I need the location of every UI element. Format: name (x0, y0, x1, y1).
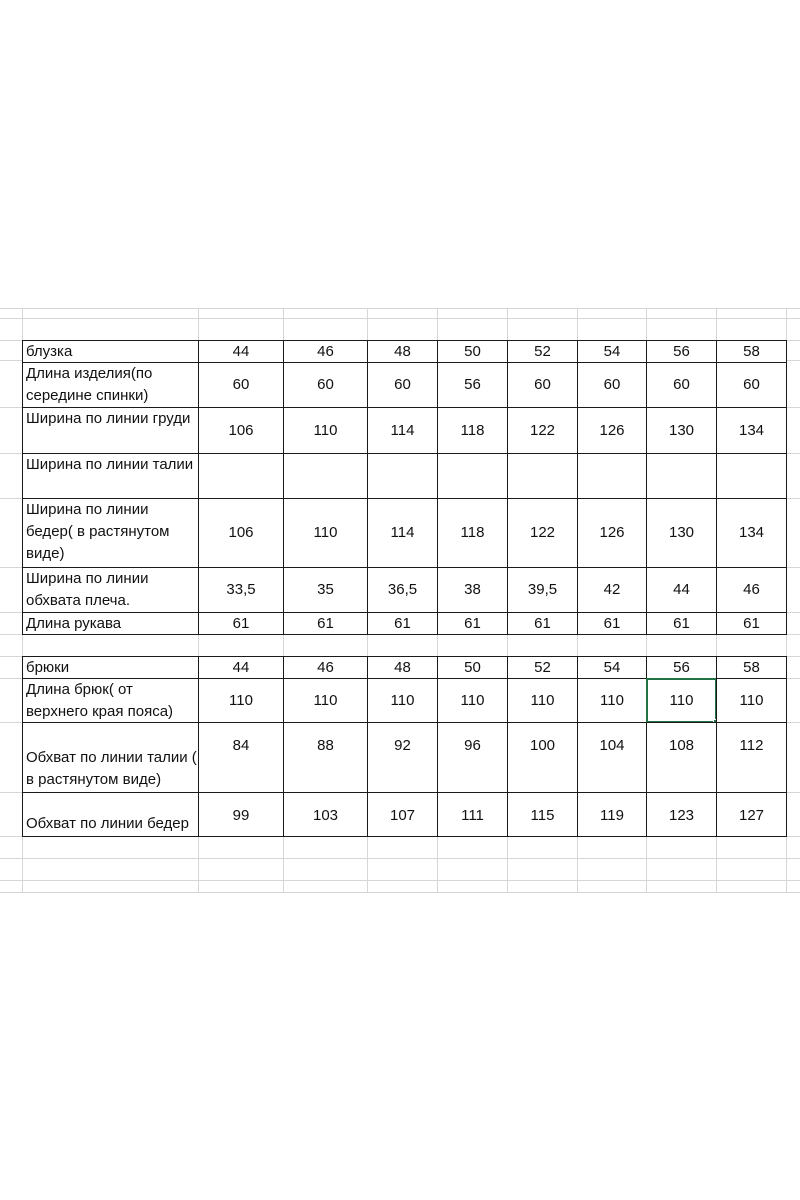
value-cell[interactable] (367, 722, 438, 793)
trousers-title-cell-text: брюки (26, 659, 70, 676)
blouse-title-cell[interactable] (22, 340, 199, 363)
value-cell[interactable] (367, 792, 438, 837)
size-header-cell[interactable] (646, 656, 717, 679)
value-cell[interactable] (577, 722, 647, 793)
value-cell[interactable] (716, 567, 787, 613)
value-cell-text: 84 (232, 737, 250, 754)
row-label-cell-text: Длина изделия(по середине спинки) (26, 365, 153, 404)
value-cell-text: 60 (603, 376, 621, 393)
value-cell[interactable] (437, 567, 508, 613)
value-cell[interactable] (367, 567, 438, 613)
value-cell-text: 130 (668, 421, 695, 439)
value-cell-text: 126 (599, 421, 625, 439)
row-label-cell-text: Ширина по линии обхвата плеча. (26, 570, 149, 609)
value-cell[interactable] (283, 792, 368, 837)
value-cell[interactable] (577, 453, 647, 499)
value-cell[interactable] (716, 792, 787, 837)
value-cell-text: 115 (530, 807, 555, 824)
value-cell-text: 61 (464, 614, 481, 632)
size-header-cell[interactable] (716, 656, 787, 679)
value-cell[interactable] (577, 498, 647, 568)
value-cell-text: 39,5 (527, 581, 558, 598)
row-label-cell-text: Обхват по линии талии ( в растянутом виде) (26, 749, 197, 788)
value-cell[interactable] (646, 362, 717, 408)
size-header-cell-text: 54 (603, 342, 621, 360)
value-cell-text: 44 (673, 581, 690, 598)
value-cell[interactable] (716, 362, 787, 408)
value-cell[interactable] (437, 498, 508, 568)
size-header-cell-text: 52 (534, 342, 551, 360)
value-cell[interactable] (437, 722, 508, 793)
row-label-cell[interactable] (22, 362, 199, 408)
value-cell[interactable] (437, 453, 508, 499)
value-cell-text: 36,5 (387, 581, 418, 598)
size-header-cell-text: 58 (743, 342, 760, 360)
size-header-cell[interactable] (507, 656, 578, 679)
blouse-title-cell-text: блузка (26, 343, 73, 360)
value-cell[interactable] (437, 792, 508, 837)
value-cell[interactable] (437, 407, 508, 454)
value-cell[interactable] (283, 678, 368, 723)
size-header-cell-text: 46 (317, 342, 334, 360)
value-cell[interactable] (198, 407, 284, 454)
value-cell[interactable] (283, 612, 368, 635)
value-cell[interactable] (646, 612, 717, 635)
gridline-row (0, 318, 800, 319)
value-cell[interactable] (646, 678, 717, 723)
value-cell-text: 110 (313, 421, 338, 439)
value-cell-text: 108 (668, 737, 695, 754)
value-cell[interactable] (507, 567, 578, 613)
value-cell-text: 134 (738, 421, 765, 439)
size-header-cell[interactable] (283, 340, 368, 363)
value-cell-text: 119 (600, 807, 624, 824)
row-label-cell-text: Длина рукава (26, 614, 122, 632)
value-cell-text: 33,5 (226, 581, 256, 598)
row-label-cell[interactable] (22, 792, 199, 837)
value-cell-text: 122 (529, 524, 556, 541)
value-cell[interactable] (283, 567, 368, 613)
value-cell[interactable] (507, 792, 578, 837)
value-cell[interactable] (198, 567, 284, 613)
value-cell[interactable] (198, 792, 284, 837)
value-cell[interactable] (507, 678, 578, 723)
value-cell[interactable] (646, 498, 717, 568)
size-header-cell[interactable] (577, 656, 647, 679)
row-label-cell[interactable] (22, 498, 199, 568)
value-cell[interactable] (198, 612, 284, 635)
value-cell-text: 42 (603, 581, 621, 598)
value-cell[interactable] (367, 453, 438, 499)
value-cell[interactable] (646, 453, 717, 499)
value-cell-text: 61 (743, 614, 760, 632)
value-cell[interactable] (646, 407, 717, 454)
size-header-cell[interactable] (367, 656, 438, 679)
size-header-cell[interactable] (198, 656, 284, 679)
gridline-row (0, 880, 800, 881)
size-header-cell-text: 50 (464, 658, 481, 676)
size-header-cell-text: 54 (603, 658, 621, 676)
size-header-cell-text: 48 (394, 342, 411, 360)
size-header-cell-text: 58 (743, 658, 760, 676)
value-cell-text: 106 (228, 421, 254, 439)
value-cell[interactable] (716, 612, 787, 635)
value-cell-text: 110 (390, 691, 415, 709)
value-cell-text: 103 (312, 807, 339, 824)
size-header-cell-text: 56 (673, 658, 690, 676)
value-cell[interactable] (437, 362, 508, 408)
value-cell-text: 60 (232, 376, 250, 393)
value-cell-text: 114 (390, 421, 415, 439)
value-cell-text: 38 (464, 581, 481, 598)
value-cell-text: 96 (464, 737, 481, 754)
value-cell-text: 127 (738, 807, 765, 824)
value-cell-text: 60 (394, 376, 411, 393)
value-cell[interactable] (507, 362, 578, 408)
value-cell[interactable] (507, 612, 578, 635)
value-cell[interactable] (507, 453, 578, 499)
gridline-row (0, 308, 800, 309)
value-cell-text: 134 (738, 524, 765, 541)
value-cell-text: 130 (668, 524, 695, 541)
size-header-cell-text: 44 (232, 342, 250, 360)
value-cell[interactable] (646, 792, 717, 837)
value-cell[interactable] (716, 407, 787, 454)
value-cell-text: 110 (229, 691, 253, 709)
value-cell-text: 110 (313, 524, 338, 541)
size-header-cell-text: 48 (394, 658, 411, 676)
value-cell-text: 60 (534, 376, 551, 393)
value-cell-text: 100 (529, 737, 556, 754)
gridline-row (0, 892, 800, 893)
value-cell[interactable] (198, 722, 284, 793)
value-cell-text: 92 (394, 737, 411, 754)
value-cell-text: 112 (739, 737, 764, 754)
value-cell[interactable] (507, 407, 578, 454)
value-cell-text: 110 (669, 691, 694, 709)
row-label-cell-text: Обхват по линии бедер (26, 815, 189, 832)
row-label-cell[interactable] (22, 722, 199, 793)
value-cell[interactable] (283, 722, 368, 793)
value-cell-text: 106 (228, 524, 254, 541)
value-cell[interactable] (507, 498, 578, 568)
size-header-cell[interactable] (646, 340, 717, 363)
value-cell-text: 122 (529, 421, 556, 439)
value-cell-text: 110 (460, 691, 485, 709)
size-header-cell[interactable] (507, 340, 578, 363)
value-cell-text: 114 (390, 524, 415, 541)
value-cell-text: 61 (317, 614, 334, 632)
value-cell[interactable] (283, 362, 368, 408)
value-cell-text: 61 (232, 614, 250, 632)
value-cell-text: 118 (460, 524, 485, 541)
size-header-cell[interactable] (716, 340, 787, 363)
value-cell[interactable] (437, 612, 508, 635)
value-cell-text: 61 (603, 614, 621, 632)
value-cell-text: 61 (534, 614, 551, 632)
value-cell-text: 60 (743, 376, 760, 393)
value-cell[interactable] (716, 453, 787, 499)
value-cell[interactable] (367, 407, 438, 454)
size-header-cell-text: 44 (232, 658, 250, 676)
gridline-row (0, 858, 800, 859)
size-header-cell[interactable] (437, 656, 508, 679)
size-header-cell-text: 52 (534, 658, 551, 676)
value-cell-text: 60 (673, 376, 690, 393)
value-cell-text: 35 (317, 581, 334, 598)
row-label-cell[interactable] (22, 567, 199, 613)
value-cell-text: 46 (743, 581, 760, 598)
value-cell[interactable] (646, 567, 717, 613)
row-label-cell[interactable] (22, 612, 199, 635)
value-cell[interactable] (716, 678, 787, 723)
size-header-cell[interactable] (577, 340, 647, 363)
value-cell[interactable] (367, 498, 438, 568)
value-cell[interactable] (646, 722, 717, 793)
value-cell[interactable] (507, 722, 578, 793)
value-cell[interactable] (283, 407, 368, 454)
value-cell[interactable] (198, 362, 284, 408)
value-cell[interactable] (367, 678, 438, 723)
value-cell[interactable] (577, 362, 647, 408)
row-label-cell-text: Ширина по линии бедер( в растянутом виде) (26, 501, 170, 562)
value-cell-text: 110 (739, 691, 764, 709)
value-cell-text: 110 (600, 691, 624, 709)
row-label-cell-text: Длина брюк( от верхнего края пояса) (26, 681, 174, 720)
size-header-cell-text: 50 (464, 342, 481, 360)
value-cell[interactable] (283, 498, 368, 568)
value-cell[interactable] (367, 612, 438, 635)
value-cell[interactable] (577, 407, 647, 454)
size-header-cell-text: 46 (317, 658, 334, 676)
size-header-cell[interactable] (437, 340, 508, 363)
size-header-cell[interactable] (367, 340, 438, 363)
row-label-cell[interactable] (22, 678, 199, 723)
value-cell-text: 61 (673, 614, 690, 632)
trousers-title-cell[interactable] (22, 656, 199, 679)
value-cell[interactable] (198, 678, 284, 723)
value-cell[interactable] (577, 678, 647, 723)
value-cell[interactable] (437, 678, 508, 723)
value-cell[interactable] (577, 612, 647, 635)
size-header-cell[interactable] (198, 340, 284, 363)
value-cell-text: 126 (599, 524, 625, 541)
value-cell[interactable] (198, 498, 284, 568)
value-cell-text: 107 (389, 807, 416, 824)
value-cell[interactable] (283, 453, 368, 499)
value-cell-text: 111 (461, 807, 484, 824)
value-cell-text: 110 (313, 691, 338, 709)
value-cell[interactable] (367, 362, 438, 408)
value-cell-text: 110 (530, 691, 555, 709)
value-cell[interactable] (716, 498, 787, 568)
value-cell[interactable] (577, 567, 647, 613)
value-cell-text: 123 (668, 807, 695, 824)
value-cell[interactable] (198, 453, 284, 499)
row-label-cell[interactable] (22, 453, 199, 499)
value-cell-text: 88 (317, 737, 334, 754)
size-header-cell-text: 56 (673, 342, 690, 360)
row-label-cell[interactable] (22, 407, 199, 454)
value-cell-text: 104 (599, 737, 625, 754)
value-cell[interactable] (716, 722, 787, 793)
size-header-cell[interactable] (283, 656, 368, 679)
value-cell-text: 61 (394, 614, 411, 632)
value-cell-text: 99 (232, 807, 250, 824)
row-label-cell-text: Ширина по линии талии (26, 456, 194, 473)
value-cell[interactable] (577, 792, 647, 837)
value-cell-text: 118 (460, 421, 485, 439)
value-cell-text: 60 (317, 376, 334, 393)
row-label-cell-text: Ширина по линии груди (26, 410, 191, 427)
value-cell-text: 56 (464, 376, 481, 393)
